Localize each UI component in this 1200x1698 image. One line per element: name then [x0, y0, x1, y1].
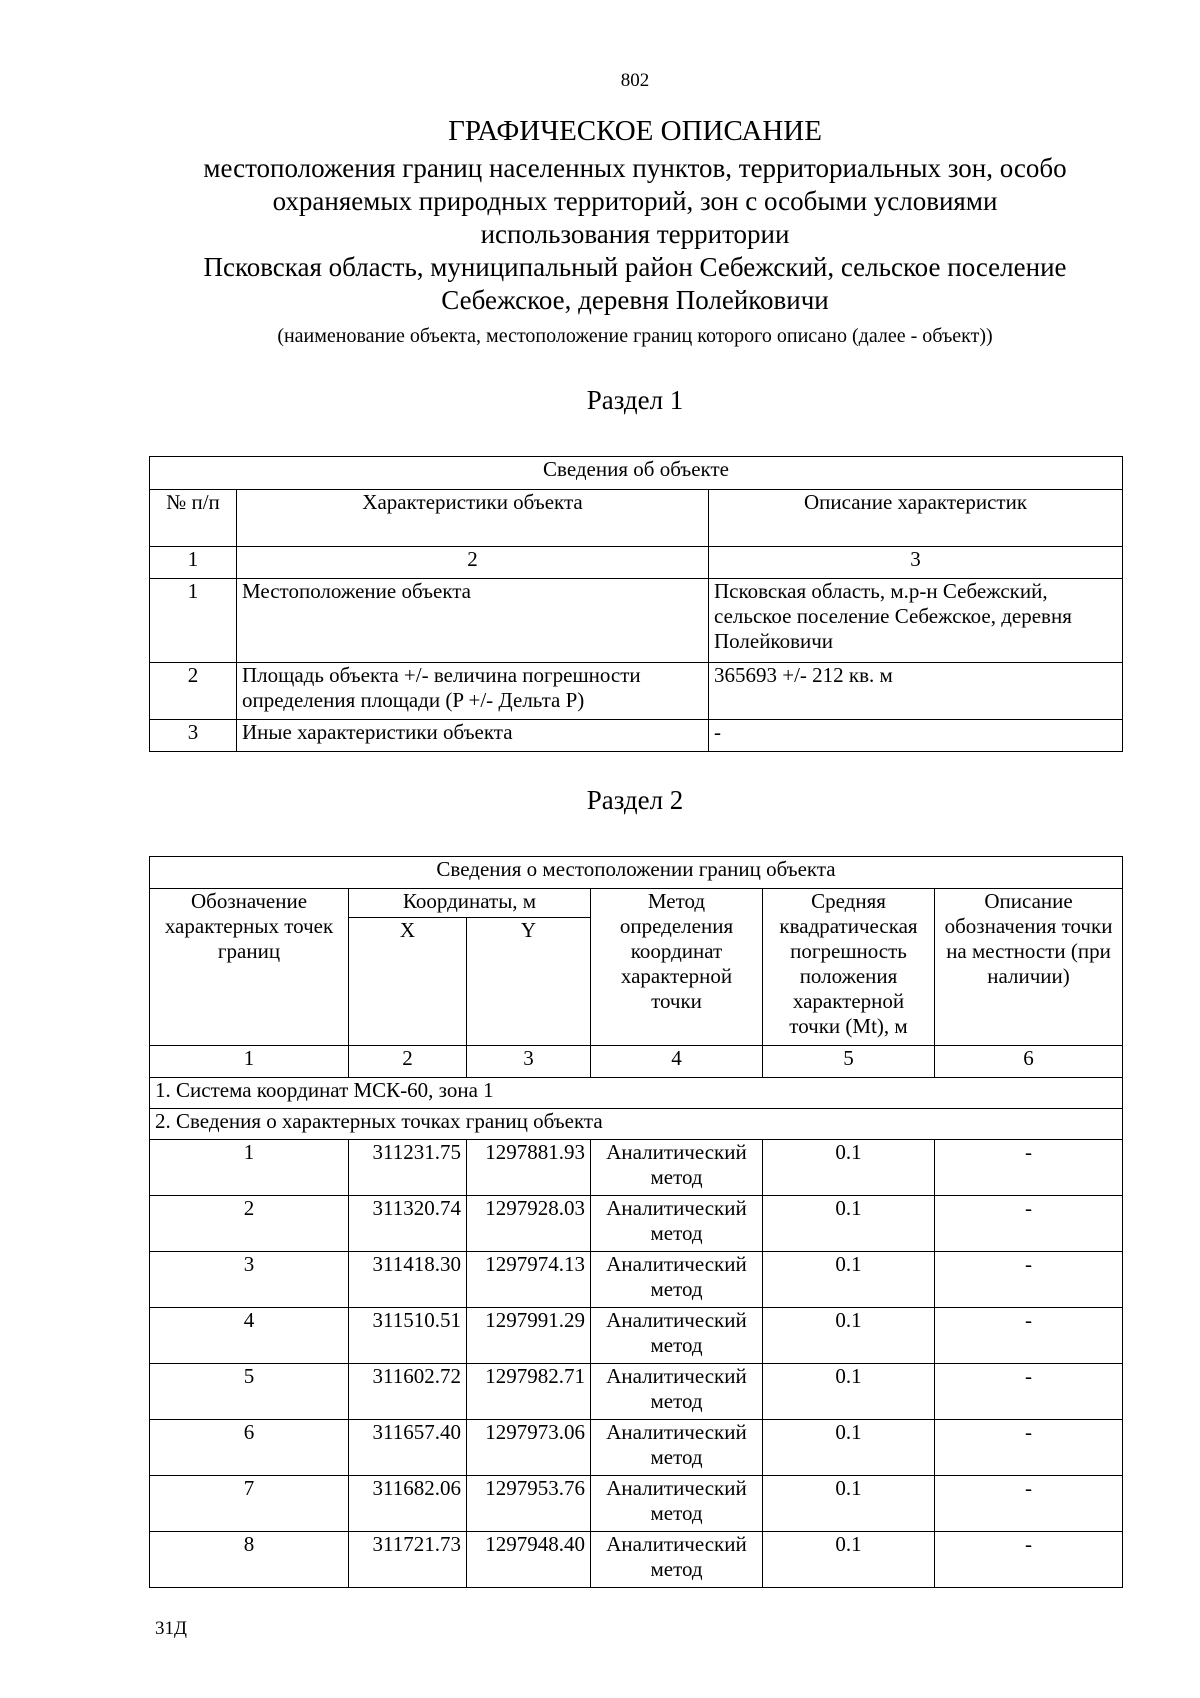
column-header-characteristic: Характеристики объекта — [237, 490, 709, 547]
point-id: 5 — [150, 1364, 349, 1420]
table-row — [150, 579, 1123, 663]
table-row — [150, 1532, 1123, 1588]
point-description: - — [935, 1196, 1123, 1252]
column-number: 5 — [763, 1046, 935, 1078]
point-id: 3 — [150, 1252, 349, 1308]
column-header-point: Обозначение характерных точек границ — [150, 889, 349, 1046]
column-header-point-description: Описание обозначения точки на местности (при наличии) — [935, 889, 1123, 1046]
mt-error: 0.1 — [763, 1364, 935, 1420]
description-line: местоположения границ населенных пунктов, территориальных зон, особо — [203, 153, 1067, 183]
method: Аналитический метод — [591, 1476, 763, 1532]
table-row — [150, 1364, 1123, 1420]
column-number: 3 — [467, 1046, 591, 1078]
section-2-title: Раздел 2 — [586, 785, 684, 815]
point-id: 7 — [150, 1476, 349, 1532]
characteristic-value: - — [709, 720, 1123, 752]
column-number: 6 — [935, 1046, 1123, 1078]
point-description: - — [935, 1532, 1123, 1588]
coord-y: 1297982.71 — [467, 1364, 591, 1420]
object-info-table — [149, 456, 1123, 752]
coord-x: 311510.51 — [349, 1308, 467, 1364]
description-line: Псковская область, муниципальный район Себежский, сельское поселение — [203, 252, 1067, 282]
description-line: использования территории — [480, 219, 790, 249]
coord-x: 311602.72 — [349, 1364, 467, 1420]
coord-x: 311682.06 — [349, 1476, 467, 1532]
column-header-description: Описание характеристик — [709, 490, 1123, 547]
table-row — [150, 1308, 1123, 1364]
coord-y: 1297974.13 — [467, 1252, 591, 1308]
table-row — [150, 1420, 1123, 1476]
column-header-coordinates: Координаты, м — [349, 889, 591, 918]
table-row — [150, 1476, 1123, 1532]
coord-x: 311721.73 — [349, 1532, 467, 1588]
mt-error: 0.1 — [763, 1140, 935, 1196]
point-id: 2 — [150, 1196, 349, 1252]
point-id: 6 — [150, 1420, 349, 1476]
mt-error: 0.1 — [763, 1252, 935, 1308]
point-description: - — [935, 1308, 1123, 1364]
coord-x: 311418.30 — [349, 1252, 467, 1308]
row-number: 2 — [150, 663, 237, 720]
row-number: 3 — [150, 720, 237, 752]
coord-y: 1297973.06 — [467, 1420, 591, 1476]
method: Аналитический метод — [591, 1420, 763, 1476]
mt-error: 0.1 — [763, 1196, 935, 1252]
table-row — [150, 1252, 1123, 1308]
point-description: - — [935, 1364, 1123, 1420]
column-header-method: Метод определения координат характерной точки — [591, 889, 763, 1046]
method: Аналитический метод — [591, 1140, 763, 1196]
characteristic-value: 365693 +/- 212 кв. м — [709, 663, 1123, 720]
column-number: 1 — [150, 547, 237, 579]
column-header-y: Y — [467, 918, 591, 1046]
column-number: 1 — [150, 1046, 349, 1078]
method: Аналитический метод — [591, 1308, 763, 1364]
coord-x: 311231.75 — [349, 1140, 467, 1196]
characteristic-name: Местоположение объекта — [237, 579, 709, 663]
points-subheader: 2. Сведения о характерных точках границ объекта — [150, 1109, 1123, 1140]
column-header-x: X — [349, 918, 467, 1046]
method: Аналитический метод — [591, 1252, 763, 1308]
point-id: 1 — [150, 1140, 349, 1196]
mt-error: 0.1 — [763, 1308, 935, 1364]
point-description: - — [935, 1140, 1123, 1196]
coord-x: 311657.40 — [349, 1420, 467, 1476]
coord-y: 1297948.40 — [467, 1532, 591, 1588]
table-title: Сведения об объекте — [150, 457, 1123, 490]
description-line: Себежское, деревня Полейковичи — [441, 285, 829, 315]
coord-y: 1297928.03 — [467, 1196, 591, 1252]
method: Аналитический метод — [591, 1532, 763, 1588]
footer-code: 31Д — [155, 1618, 187, 1639]
table-row — [150, 663, 1123, 720]
point-description: - — [935, 1252, 1123, 1308]
point-description: - — [935, 1420, 1123, 1476]
table-row — [150, 1140, 1123, 1196]
column-number: 2 — [237, 547, 709, 579]
page-number: 802 — [620, 70, 650, 91]
document-description — [100, 152, 1170, 317]
coord-x: 311320.74 — [349, 1196, 467, 1252]
column-number: 3 — [709, 547, 1123, 579]
mt-error: 0.1 — [763, 1532, 935, 1588]
table-row — [150, 1196, 1123, 1252]
table-row — [150, 720, 1123, 752]
coord-y: 1297953.76 — [467, 1476, 591, 1532]
characteristic-name: Иные характеристики объекта — [237, 720, 709, 752]
row-number: 1 — [150, 579, 237, 663]
object-caption: (наименование объекта, местоположение границ которого описано (далее - объект)) — [277, 325, 993, 347]
mt-error: 0.1 — [763, 1420, 935, 1476]
column-header-number: № п/п — [150, 490, 237, 547]
mt-error: 0.1 — [763, 1476, 935, 1532]
coord-y: 1297991.29 — [467, 1308, 591, 1364]
column-header-error: Средняя квадратическая погрешность положения характерной точки (Mt), м — [763, 889, 935, 1046]
method: Аналитический метод — [591, 1364, 763, 1420]
description-line: охраняемых природных территорий, зон с особыми условиями — [272, 186, 998, 216]
coord-y: 1297881.93 — [467, 1140, 591, 1196]
boundary-points-table — [149, 856, 1123, 1588]
characteristic-name: Площадь объекта +/- величина погрешности определения площади (P +/- Дельта P) — [237, 663, 709, 720]
point-id: 4 — [150, 1308, 349, 1364]
section-1-title: Раздел 1 — [586, 385, 684, 415]
column-number: 4 — [591, 1046, 763, 1078]
point-description: - — [935, 1476, 1123, 1532]
coordinate-system: 1. Система координат МСК-60, зона 1 — [150, 1078, 1123, 1109]
point-id: 8 — [150, 1532, 349, 1588]
column-number: 2 — [349, 1046, 467, 1078]
table-title: Сведения о местоположении границ объекта — [150, 857, 1123, 889]
document-title: ГРАФИЧЕСКОЕ ОПИСАНИЕ — [448, 115, 822, 147]
characteristic-value: Псковская область, м.р-н Себежский, сельское поселение Себежское, деревня Полейковичи — [709, 579, 1123, 663]
method: Аналитический метод — [591, 1196, 763, 1252]
